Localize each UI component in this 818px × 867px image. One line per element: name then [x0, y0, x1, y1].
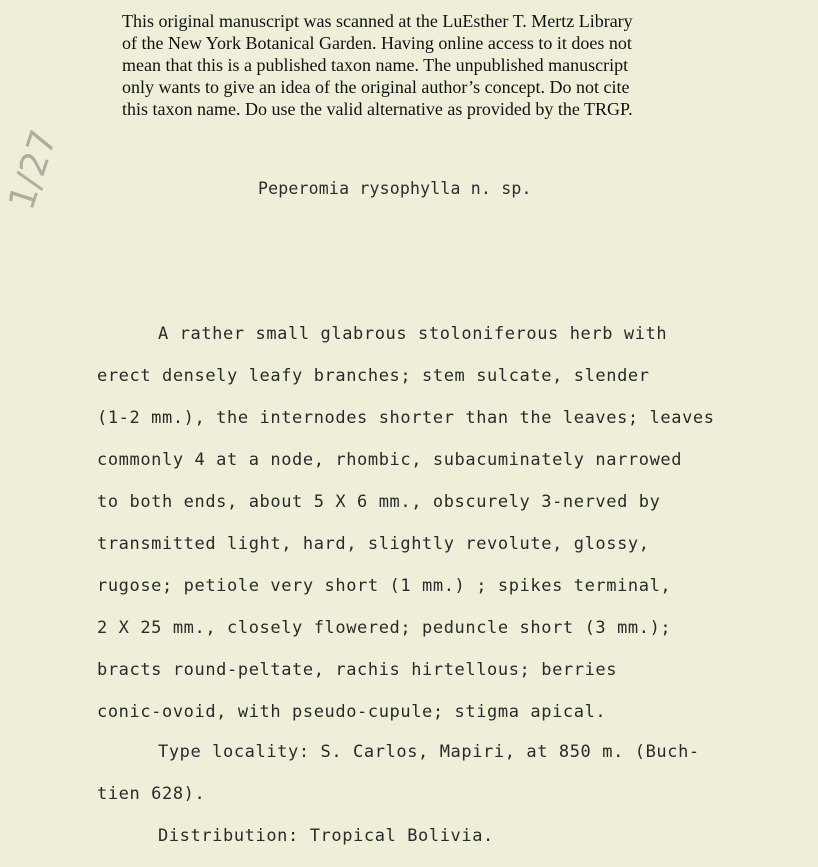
pencil-note: 1/27 — [1, 125, 66, 215]
description-line: bracts round-peltate, rachis hirtellous; berries — [97, 660, 618, 680]
description-line: commonly 4 at a node, rhombic, subacuminately narrowed — [97, 450, 683, 470]
notice-line: only wants to give an idea of the original author’s concept. Do not cite — [122, 77, 630, 97]
notice-line: this taxon name. Do use the valid alternative as provided by the TRGP. — [122, 99, 633, 119]
notice-line: mean that this is a published taxon name. The unpublished manuscript — [122, 55, 629, 75]
type-locality-line: tien 628). — [97, 784, 206, 804]
notice-line: This original manuscript was scanned at the LuEsther T. Mertz Library — [122, 11, 633, 31]
notice-line: of the New York Botanical Garden. Having online access to it does not — [122, 33, 632, 53]
description-line: A rather small glabrous stoloniferous herb with — [158, 324, 668, 344]
distribution-line: Distribution: Tropical Bolivia. — [158, 826, 494, 846]
description-line: (1-2 mm.), the internodes shorter than the leaves; leaves — [97, 408, 715, 428]
species-title: Peperomia rysophylla n. sp. — [258, 179, 532, 198]
description-line: to both ends, about 5 X 6 mm., obscurely 3-nerved by — [97, 492, 661, 512]
description-line: transmitted light, hard, slightly revolute, glossy, — [97, 534, 650, 554]
type-locality-line: Type locality: S. Carlos, Mapiri, at 850 m. (Buch- — [158, 742, 700, 762]
description-line: erect densely leafy branches; stem sulcate, slender — [97, 366, 650, 386]
description-line: rugose; petiole very short (1 mm.) ; spikes terminal, — [97, 576, 672, 596]
description-line: conic-ovoid, with pseudo-cupule; stigma apical. — [97, 702, 607, 722]
description-line: 2 X 25 mm., closely flowered; peduncle short (3 mm.); — [97, 618, 672, 638]
